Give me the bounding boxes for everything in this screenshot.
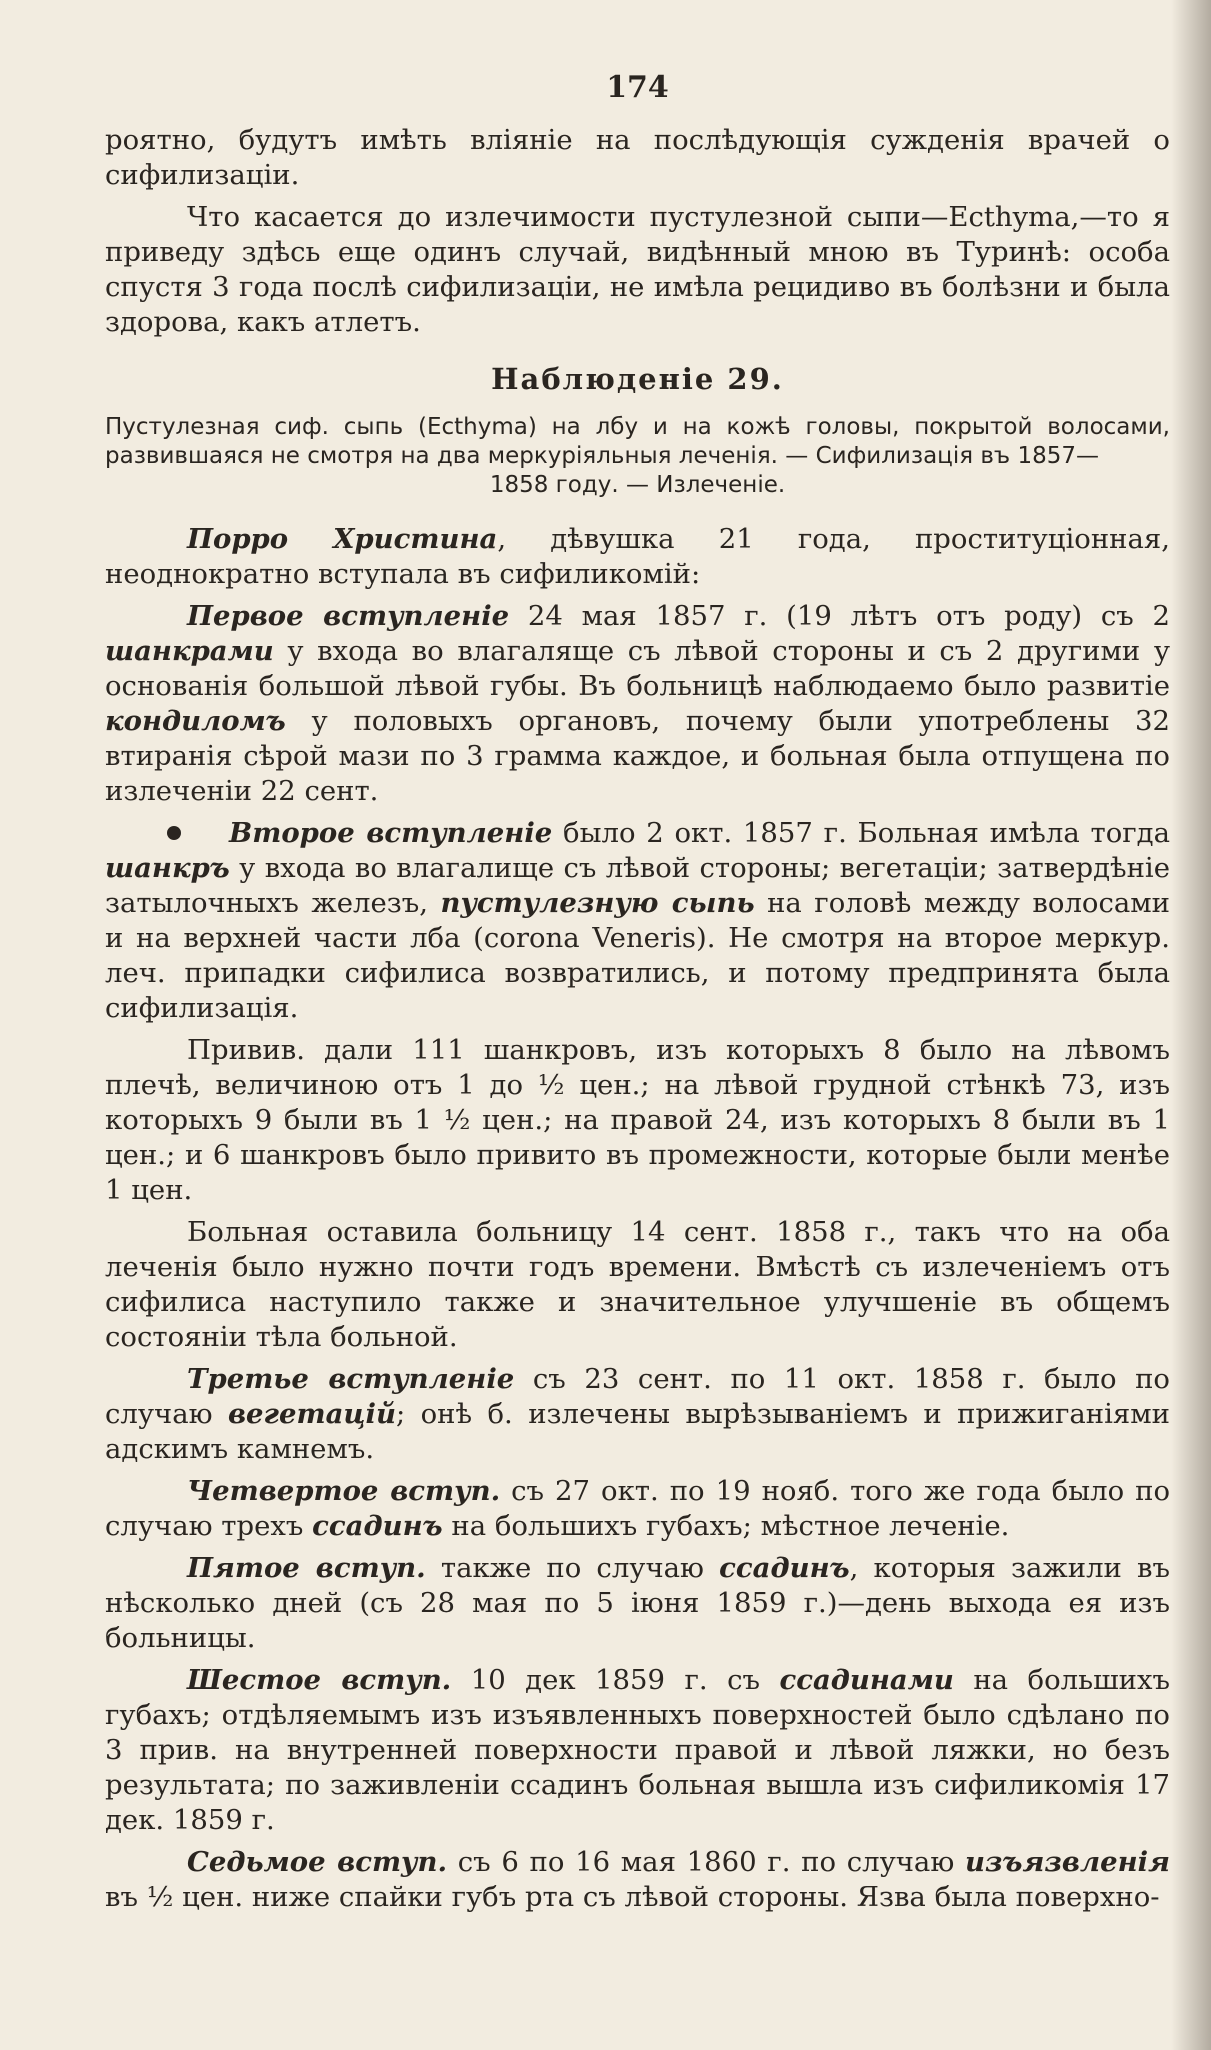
bullet-mark xyxy=(167,826,181,840)
paragraph-fifth-admission xyxy=(105,1551,1170,1656)
patient-text: , дѣвушка 21 года, проституціонная, неоднократно вступала въ сифиликомій: xyxy=(105,523,1170,590)
text-segment: съ 6 по 16 мая 1860 г. по случаю xyxy=(447,1846,965,1878)
paragraph-first-admission xyxy=(105,599,1170,809)
third-admission-label: Третье вступленіе xyxy=(187,1363,515,1395)
text-segment: также по случаю xyxy=(425,1552,720,1584)
sixth-admission-label: Шестое вступ. xyxy=(187,1664,452,1696)
emphasis-word: шанкрами xyxy=(105,635,274,667)
paragraph-sixth-admission xyxy=(105,1663,1170,1838)
paragraph-seventh-admission xyxy=(105,1845,1170,1915)
text-segment: съ 23 сент. по 11 окт. 1858 г. было по случаю xyxy=(105,1363,1170,1430)
emphasis-word: ссадинъ xyxy=(719,1552,850,1584)
paragraph-2: Что касается до излечимости пустулезной сыпи—Ecthyma,—то я приведу здѣсь еще одинъ случай, видѣнный мною въ Туринѣ: особа спустя 3 года послѣ сифилизаціи, не имѣла рецидиво въ болѣзни и была здорова, какъ атлетъ. xyxy=(105,201,1170,338)
second-admission-label: Второе вступленіе xyxy=(229,817,553,849)
emphasis-word: кондиломъ xyxy=(105,705,286,737)
paragraph-fourth-admission xyxy=(105,1474,1170,1544)
text-segment: на большихъ губахъ; отдѣляемымъ изъ изъявленныхъ поверхностей было сдѣлано по 3 прив. на внутренней поверхности правой и лѣвой ляжки, но безъ результата; по заживленіи ссадинъ больная вышла изъ сифиликомія 17 дек. 1859 г. xyxy=(105,1664,1170,1836)
text-segment: , которыя зажили въ нѣсколько дней (съ 28 мая по 5 іюня 1859 г.)—день выхода ея изъ больницы. xyxy=(105,1552,1170,1654)
text-segment: въ ½ цен. ниже спайки губъ рта съ лѣвой стороны. Язва была поверхно- xyxy=(105,1881,1160,1913)
emphasis-word: ссадинами xyxy=(779,1664,954,1696)
text-segment: 24 мая 1857 г. (19 лѣтъ отъ роду) съ 2 xyxy=(509,600,1170,632)
fifth-admission-label: Пятое вступ. xyxy=(187,1552,426,1584)
paragraph-inoculations: Привив. дали 111 шанкровъ, изъ которыхъ 8 было на лѣвомъ плечѣ, величиною отъ 1 до ½ цен.; на лѣвой грудной стѣнкѣ 73, изъ которыхъ 9 были въ 1 ½ цен.; на правой 24, изъ которыхъ 8 были въ 1 цен.; и 6 шанкровъ было привито въ промежности, которые были менѣе 1 цен. xyxy=(105,1034,1170,1206)
summary-main: Пустулезная сиф. сыпь (Ecthyma) на лбу и на кожѣ головы, покрытой волосами, развившаяся не смотря на два меркуріяльныя леченія. — Сифилизація въ 1857— xyxy=(105,414,1170,469)
text-segment: 10 дек 1859 г. съ xyxy=(451,1664,780,1696)
text-segment: у половыхъ органовъ, почему были употреблены 32 втиранія сѣрой мази по 3 грамма каждое, и больная была отпущена по излеченіи 22 сент. xyxy=(105,705,1170,807)
page-edge-shadow xyxy=(1171,0,1211,2050)
emphasis-word: пустулезную сыпь xyxy=(440,887,755,919)
fourth-admission-label: Четвертое вступ. xyxy=(187,1475,501,1507)
emphasis-word: вегетацій xyxy=(227,1398,396,1430)
emphasis-word: ссадинъ xyxy=(312,1510,443,1542)
first-admission-label: Первое вступленіе xyxy=(187,600,510,632)
paragraph-third-admission xyxy=(105,1362,1170,1467)
text-segment: на большихъ губахъ; мѣстное леченіе. xyxy=(442,1510,1010,1542)
text-segment: было 2 окт. 1857 г. Больная имѣла тогда xyxy=(552,817,1170,849)
text-segment: на головѣ между волосами и на верхней части лба (corona Veneris). Не смотря на второе меркур. леч. припадки сифилиса возвратились, и потому предпринята была сифилизація. xyxy=(105,887,1171,1024)
paragraph-discharge: Больная оставила больницу 14 сент. 1858 г., такъ что на оба леченія было нужно почти годъ времени. Вмѣстѣ съ излеченіемъ отъ сифилиса наступило также и значительное улучшеніе въ общемъ состояніи тѣла больной. xyxy=(105,1216,1170,1353)
page-number: 174 xyxy=(606,70,669,105)
paragraph-1: роятно, будутъ имѣть вліяніе на послѣдующія сужденія врачей о сифилизаціи. xyxy=(105,124,1170,191)
text-segment: съ 27 окт. по 19 нояб. того же года было по случаю трехъ xyxy=(105,1475,1171,1542)
emphasis-word: шанкръ xyxy=(105,852,230,884)
seventh-admission-label: Седьмое вступ. xyxy=(187,1846,448,1878)
paragraph-patient xyxy=(105,522,1170,592)
document-page xyxy=(105,70,1170,1922)
observation-summary xyxy=(105,413,1170,500)
text-segment: ; онѣ б. излечены вырѣзываніемъ и прижиганіями адскимъ камнемъ. xyxy=(105,1398,1170,1465)
text-segment: у входа во влагалище съ лѣвой стороны; вегетаціи; затвердѣніе затылочныхъ железъ, xyxy=(105,852,1170,919)
emphasis-word: изъязвленія xyxy=(964,1846,1170,1878)
patient-name: Порро Христина xyxy=(187,523,498,555)
paragraph-second-admission xyxy=(105,816,1170,1026)
observation-heading: Наблюденіе 29. xyxy=(491,362,784,396)
summary-last: 1858 году. — Излеченіе. xyxy=(489,472,786,498)
text-segment: у входа во влагаляще съ лѣвой стороны и съ 2 другими у основанія большой лѣвой губы. Въ больницѣ наблюдаемо было развитіе xyxy=(105,635,1170,702)
